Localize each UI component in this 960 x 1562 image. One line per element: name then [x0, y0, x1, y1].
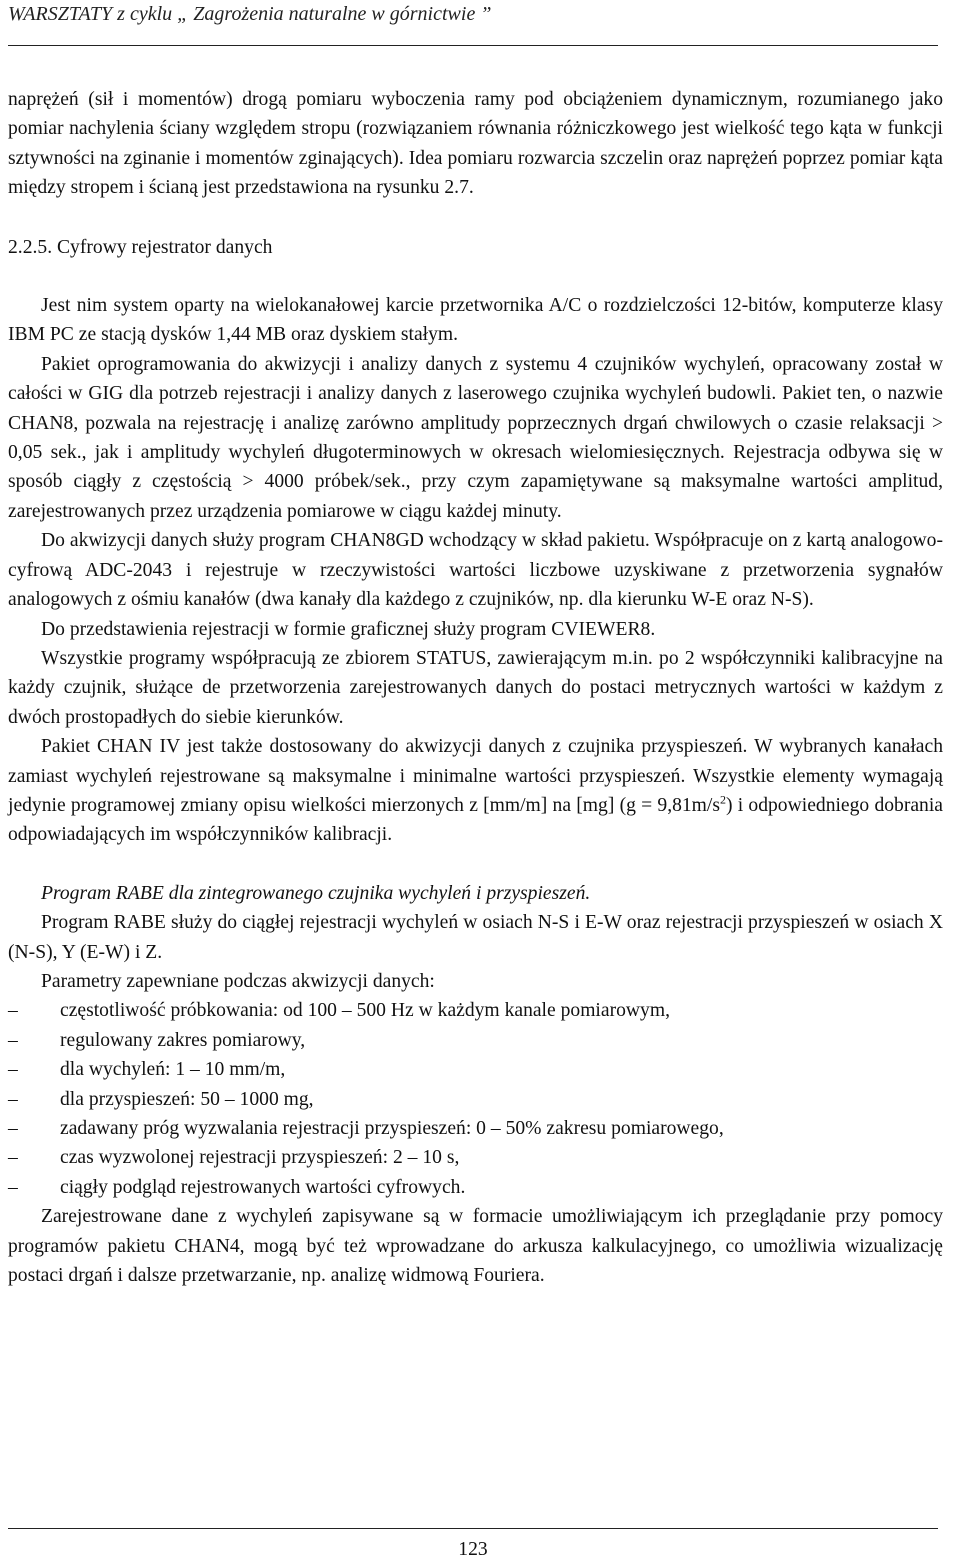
header-divider: [8, 45, 938, 46]
paragraph-acquisition: Do akwizycji danych służy program CHAN8GD wchodzący w skład pakietu. Współpracuje on z kartą analogowo-cyfrową ADC-2043 i rejestruje w rzeczywistości wartości liczbowe uzyskiwane z przetworzenia sygnałów analogowych z ośmiu kanałów (dwa kanały dla każdego z czujników, np. dla kierunku W-E oraz N-S).: [8, 530, 943, 611]
paragraph-intro: naprężeń (sił i momentów) drogą pomiaru wyboczenia ramy pod obciążeniem dynamicznym, rozumianego jako pomiar nachylenia ściany względem stropu (rozwiązaniem równania różniczkowego jest wielkość tego kąta w funkcji sztywności na zginanie i momentów zginających). Idea pomiaru rozwarcia szczelin oraz naprężeń poprzez pomiar kąta między stropem i ścianą jest przedstawiona na rysunku 2.7.: [8, 89, 943, 199]
dash-marker: –: [8, 1118, 18, 1139]
paragraph-calibration: Wszystkie programy współpracują ze zbiorem STATUS, zawierającym m.in. po 2 współczynniki kalibracyjne na każdy czujnik, służące de przetworzenia zarejestrowanych danych do postaci metrycznych wartości w każdym z dwóch prostopadłych do siebie kierunków.: [8, 647, 943, 728]
paragraph-export: Zarejestrowane dane z wychyleń zapisywane są w formacie umożliwiającym ich przeglądanie przy pomocy programów pakietu CHAN4, mogą być też wprowadzane do arkusza kalkulacyjnego, co umożliwia wizualizację postaci drgań i dalsze przetwarzanie, np. analizę widmową Fouriera.: [8, 1206, 943, 1287]
page-number: 123: [458, 1539, 488, 1560]
paragraph-system: Jest nim system oparty na wielokanałowej karcie przetwornika A/C o rozdzielczości 12-bitów, komputerze klasy IBM PC ze stacją dysków 1,44 MB oraz dyskiem stałym.: [8, 295, 943, 346]
list-item: [8, 1173, 943, 1202]
dash-marker: –: [8, 1147, 18, 1169]
list-item: [8, 1143, 943, 1172]
italic-subheading: Program RABE dla zintegrowanego czujnika wychyleń i przyspieszeń.: [41, 882, 591, 904]
paragraph-rabe: Program RABE służy do ciągłej rejestracji wychyleń w osiach N-S i E-W oraz rejestracji przyspieszeń w osiach X (N-S), Y (E-W) i Z.: [8, 912, 943, 963]
page-body: [8, 85, 943, 1290]
parameter-list: [8, 996, 943, 1202]
list-item-text: regulowany zakres pomiarowy,: [60, 1029, 306, 1051]
list-item-text: ciągły podgląd rejestrowanych wartości cyfrowych.: [60, 1176, 466, 1198]
list-item-text: zadawany próg wyzwalania rejestracji przyspieszeń: 0 – 50% zakresu pomiarowego,: [60, 1118, 724, 1139]
dash-marker: –: [8, 1000, 18, 1022]
paragraph-software-package: Pakiet oprogramowania do akwizycji i analizy danych z systemu 4 czujników wychyleń, opracowany został w całości w GIG dla potrzeb rejestracji i analizy danych z laserowego czujnika wychyleń budowli. Pakiet ten, o nazwie CHAN8, pozwala na rejestrację i analizę zarówno amplitudy poprzecznych drgań chwilowych o czasie relaksacji > 0,05 sek., jak i amplitudy wychyleń długoterminowych w okresach wielomiesięcznych. Rejestracja odbywa się w sposób ciągły z częstością > 4000 próbek/sek., przy czym zapamiętywane są maksymalne wartości amplitud, zarejestrowanych przez urządzenia pomiarowe w ciągu każdej minuty.: [8, 353, 943, 522]
paragraph-acceleration-text: Pakiet CHAN IV jest także dostosowany do akwizycji danych z czujnika przyspieszeń. W wybranych kanałach zamiast wychyleń rejestrowane są maksymalne i minimalne wartości przyspieszeń. Wszystkie elementy wymagają jedynie programowej zmiany opisu wielkości mierzonych z [mm/m] na [mg] (g = 9,81m/s: [8, 736, 943, 816]
paragraph-acceleration: [8, 732, 943, 850]
list-item: [8, 996, 943, 1025]
running-header: WARSZTATY z cyklu „ Zagrożenia naturalne w górnictwie ”: [8, 3, 492, 25]
section-heading: 2.2.5. Cyfrowy rejestrator danych: [8, 236, 273, 258]
list-item: [8, 1085, 943, 1114]
list-item: [8, 1026, 943, 1055]
dash-marker: –: [8, 1029, 18, 1051]
list-item-text: częstotliwość próbkowania: od 100 – 500 Hz w każdym kanale pomiarowym,: [60, 1000, 670, 1022]
list-item: [8, 1114, 943, 1143]
list-item-text: dla wychyleń: 1 – 10 mm/m,: [60, 1059, 286, 1081]
dash-marker: –: [8, 1088, 18, 1110]
list-item-text: czas wyzwolonej rejestracji przyspieszeń: 2 – 10 s,: [60, 1147, 460, 1169]
list-item-text: dla przyspieszeń: 50 – 1000 mg,: [60, 1088, 314, 1110]
footer-divider: [8, 1528, 938, 1529]
superscript-exponent: 2: [720, 792, 726, 807]
paragraph-acceleration-end: ) i odpowiedniego dobrania odpowiadających im współczynników kalibracji.: [8, 794, 943, 846]
list-item: [8, 1055, 943, 1084]
paragraph-parameters: Parametry zapewniane podczas akwizycji danych:: [41, 970, 435, 992]
dash-marker: –: [8, 1176, 18, 1198]
dash-marker: –: [8, 1059, 18, 1081]
paragraph-graphics: Do przedstawienia rejestracji w formie graficznej służy program CVIEWER8.: [41, 618, 656, 640]
